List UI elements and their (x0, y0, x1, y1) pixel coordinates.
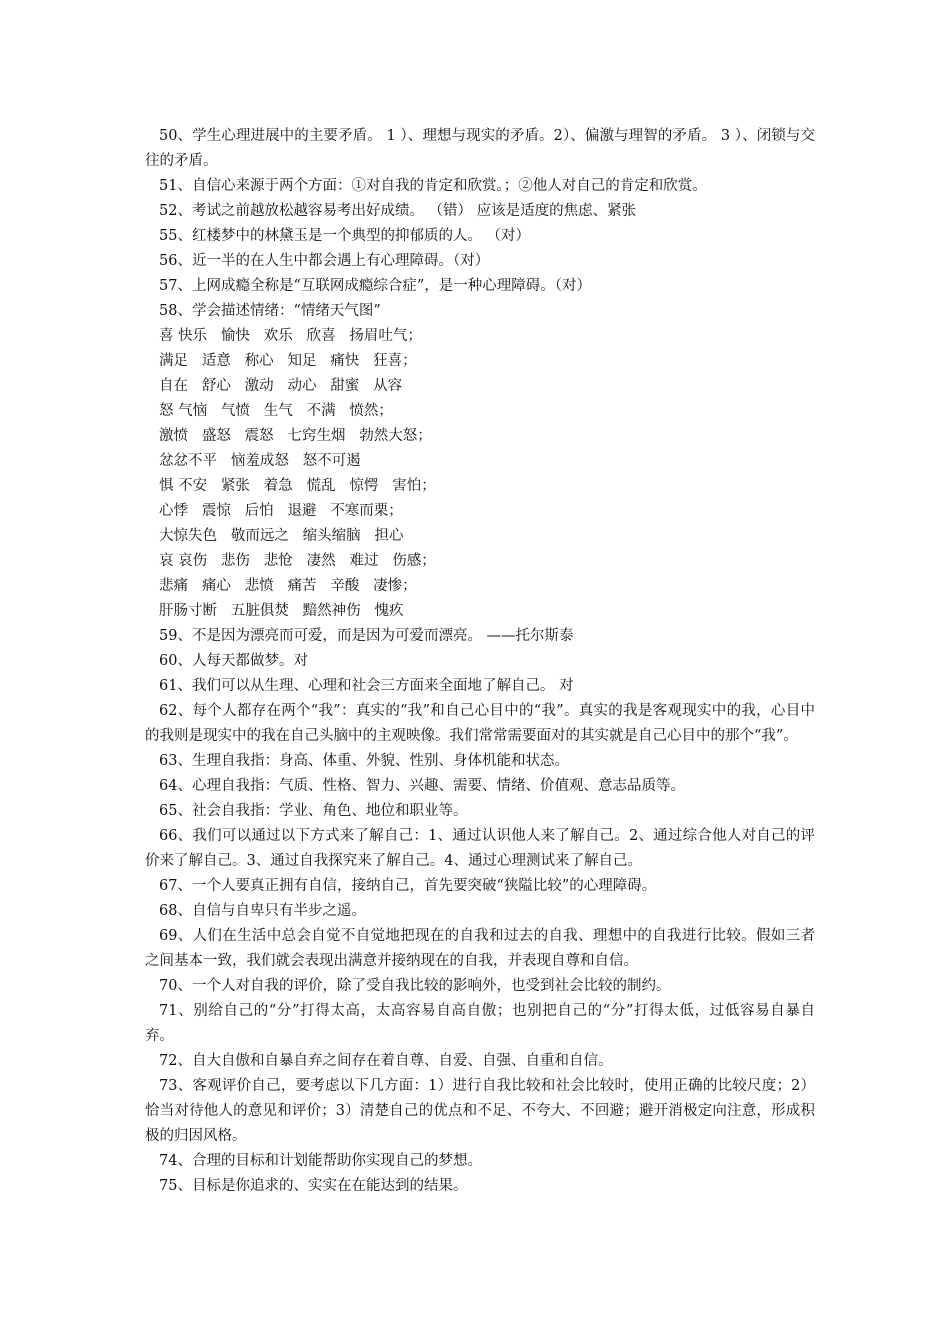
item-58: 58、学会描述情绪：“情绪天气图” (159, 303, 381, 319)
item-67: 67、一个人要真正拥有自信，接纳自己，首先要突破“狭隘比较”的心理障碍。 (159, 878, 657, 894)
emotion-line: 悲痛 痛心 悲愤 痛苦 辛酸 凄惨； (159, 578, 417, 594)
item-55: 55、红楼梦中的林黛玉是一个典型的抑郁质的人。 （对） (159, 228, 531, 244)
emotion-line: 忿忿不平 恼羞成怒 怒不可遏 (159, 453, 361, 469)
item-68: 68、自信与自卑只有半步之遥。 (159, 903, 366, 919)
item-50: 50、学生心理进展中的主要矛盾。 1 ）、理想与现实的矛盾。2）、偏激与理智的矛盾。 3 ）、闭锁与交往的矛盾。 (145, 128, 815, 169)
emotion-line: 肝肠寸断 五脏俱焚 黯然神伤 愧疚 (159, 603, 404, 619)
item-69: 69、人们在生活中总会自觉不自觉地把现在的自我和过去的自我、理想中的自我进行比较。假如三者之间基本一致，我们就会表现出满意并接纳现在的自我，并表现自尊和自信。 (145, 928, 815, 969)
item-73: 73、客观评价自己，要考虑以下几方面：1）进行自我比较和社会比较时，使用正确的比较尺度；2）恰当对待他人的意见和评价；3）清楚自己的优点和不足、不夸大、不回避；避开消极定向注意，形成积极的归因风格。 (145, 1078, 815, 1144)
item-56: 56、近一半的在人生中都会遇上有心理障碍。（对） (159, 253, 490, 269)
item-70: 70、一个人对自我的评价，除了受自我比较的影响外，也受到社会比较的制约。 (159, 978, 671, 994)
emotion-line: 心悸 震惊 后怕 退避 不寒而栗； (159, 503, 403, 519)
emotion-line: 喜 快乐 愉快 欢乐 欣喜 扬眉吐气； (159, 328, 422, 344)
emotion-line: 满足 适意 称心 知足 痛快 狂喜； (159, 353, 417, 369)
item-52: 52、考试之前越放松越容易考出好成绩。 （错） 应该是适度的焦虑、紧张 (159, 203, 637, 219)
emotion-weather-map (145, 324, 815, 624)
item-60: 60、人每天都做梦。对 (159, 653, 308, 669)
item-75: 75、目标是你追求的、实实在在能达到的结果。 (159, 1178, 468, 1194)
item-61: 61、我们可以从生理、心理和社会三方面来全面地了解自己。 对 (159, 678, 574, 694)
document-body (145, 124, 815, 1199)
item-57: 57、上网成瘾全称是“互联网成瘾综合症”，是一种心理障碍。（对） (159, 278, 592, 294)
emotion-line: 自在 舒心 激动 动心 甜蜜 从容 (159, 378, 403, 394)
emotion-line: 激愤 盛怒 震怒 七窍生烟 勃然大怒； (159, 428, 432, 444)
item-72: 72、自大自傲和自暴自弃之间存在着自尊、自爱、自强、自重和自信。 (159, 1053, 613, 1069)
emotion-line: 大惊失色 敬而远之 缩头缩脑 担心 (159, 528, 404, 544)
emotion-line: 哀 哀伤 悲伤 悲怆 凄然 难过 伤感； (159, 553, 436, 569)
item-74: 74、合理的目标和计划能帮助你实现自己的梦想。 (159, 1153, 482, 1169)
item-62: 62、每个人都存在两个“我”：真实的“我”和自己心目中的“我”。真实的我是客观现实中的我，心目中的我则是现实中的我在自己头脑中的主观映像。我们常常需要面对的其实就是自己心目中的那个“我”。 (145, 703, 815, 744)
emotion-line: 怒 气恼 气愤 生气 不满 愤然； (159, 403, 393, 419)
item-64: 64、心理自我指：气质、性格、智力、兴趣、需要、情绪、价值观、意志品质等。 (159, 778, 685, 794)
item-65: 65、社会自我指：学业、角色、地位和职业等。 (159, 803, 468, 819)
emotion-line: 惧 不安 紧张 着急 慌乱 惊愕 害怕； (159, 478, 436, 494)
item-51: 51、自信心来源于两个方面：①对自我的肯定和欣赏。；②他人对自己的肯定和欣赏。 (159, 178, 707, 194)
item-66: 66、我们可以通过以下方式来了解自己：1、通过认识他人来了解自己。2、通过综合他人对自己的评价来了解自己。3、通过自我探究来了解自己。4、通过心理测试来了解自己。 (145, 828, 815, 869)
item-71: 71、别给自己的“分”打得太高，太高容易自高自傲；也别把自己的“分”打得太低，过低容易自暴自弃。 (145, 1003, 815, 1044)
item-63: 63、生理自我指：身高、体重、外貌、性别、身体机能和状态。 (159, 753, 569, 769)
item-59: 59、不是因为漂亮而可爱，而是因为可爱而漂亮。 ——托尔斯泰 (159, 628, 574, 644)
